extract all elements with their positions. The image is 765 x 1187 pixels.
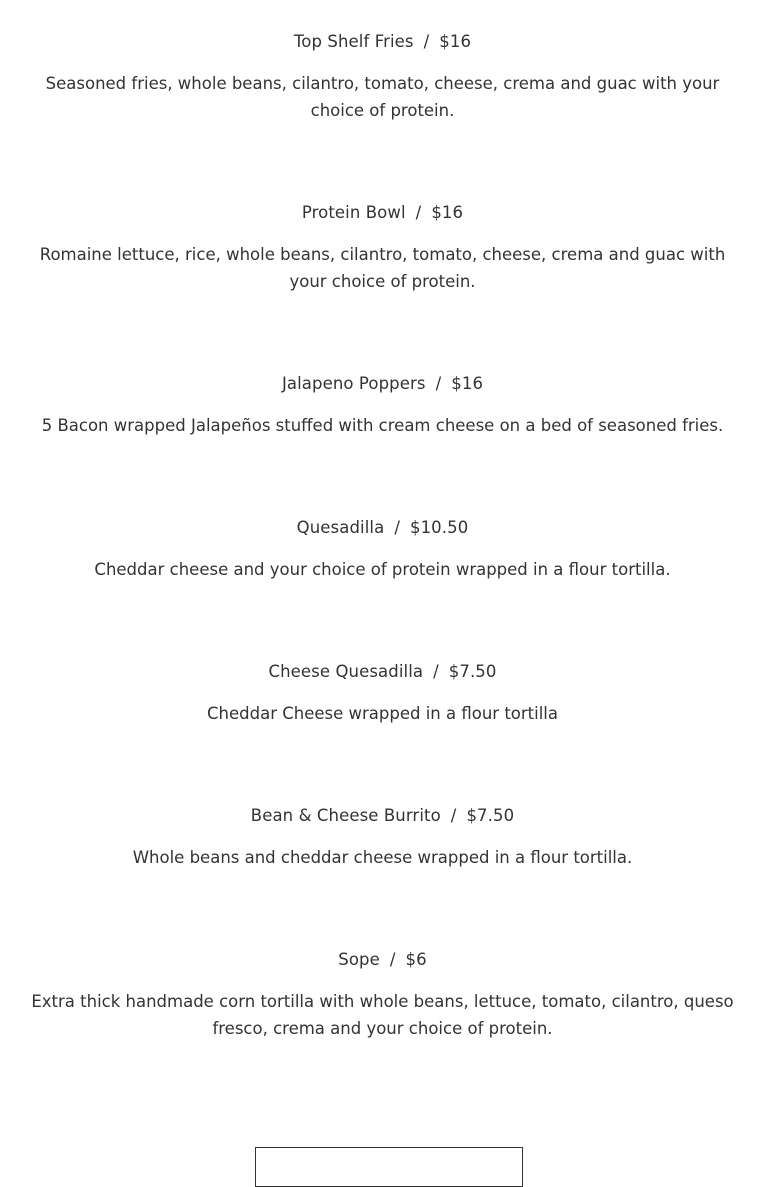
menu-item: [0, 517, 765, 583]
menu-item-separator: /: [433, 662, 439, 681]
menu-item-name: Top Shelf Fries: [293, 32, 414, 51]
menu-item-title: [0, 661, 765, 683]
menu-item-description: Seasoned fries, whole beans, cilantro, tomato, cheese, crema and guac with your choice of protein.: [45, 74, 720, 120]
menu-item-price: $16: [439, 32, 472, 51]
menu-item-title: [0, 202, 765, 224]
menu-item-name: Bean & Cheese Burrito: [250, 806, 441, 825]
menu-item-name: Sope: [338, 950, 380, 969]
menu-item-name: Protein Bowl: [301, 203, 406, 222]
menu-footer-button[interactable]: [255, 1147, 523, 1187]
menu-item-name: Quesadilla: [296, 518, 385, 537]
menu-item-separator: /: [389, 950, 396, 969]
menu-item: [0, 661, 765, 727]
menu-item-description: 5 Bacon wrapped Jalapeños stuffed with cream cheese on a bed of seasoned fries.: [41, 416, 724, 435]
menu-item: [0, 202, 765, 295]
menu-item-description: Extra thick handmade corn tortilla with whole beans, lettuce, tomato, cilantro, queso fresco, crema and your choice of protein.: [31, 992, 734, 1038]
menu-item-description: Whole beans and cheddar cheese wrapped in a flour tortilla.: [132, 848, 633, 867]
menu-item-title: [0, 31, 765, 53]
menu-item-title: [0, 517, 765, 539]
menu-item-description: Cheddar cheese and your choice of protein wrapped in a flour tortilla.: [94, 560, 671, 579]
menu-item-price: $10.50: [409, 518, 469, 537]
menu-item: [0, 949, 765, 1042]
menu-item-price: $7.50: [448, 662, 497, 681]
menu-item-separator: /: [415, 203, 422, 222]
menu-item-title: [0, 805, 765, 827]
menu-item-separator: /: [435, 374, 442, 393]
menu-item-price: $16: [431, 203, 464, 222]
menu-item-title: [0, 949, 765, 971]
menu-item-price: $7.50: [466, 806, 515, 825]
menu-item-title: [0, 373, 765, 395]
menu-item-name: Jalapeno Poppers: [281, 374, 426, 393]
menu-item-separator: /: [394, 518, 400, 537]
menu-item: [0, 805, 765, 871]
menu-item-description: Romaine lettuce, rice, whole beans, cilantro, tomato, cheese, crema and guac with your choice of protein.: [39, 245, 726, 291]
menu-item: [0, 373, 765, 439]
menu-item: [0, 31, 765, 124]
menu-item-separator: /: [423, 32, 430, 51]
menu-item-description: Cheddar Cheese wrapped in a flour tortilla: [207, 704, 558, 723]
menu-item-price: $6: [405, 950, 427, 969]
menu-item-separator: /: [450, 806, 457, 825]
menu-item-price: $16: [451, 374, 484, 393]
menu-item-name: Cheese Quesadilla: [268, 662, 424, 681]
